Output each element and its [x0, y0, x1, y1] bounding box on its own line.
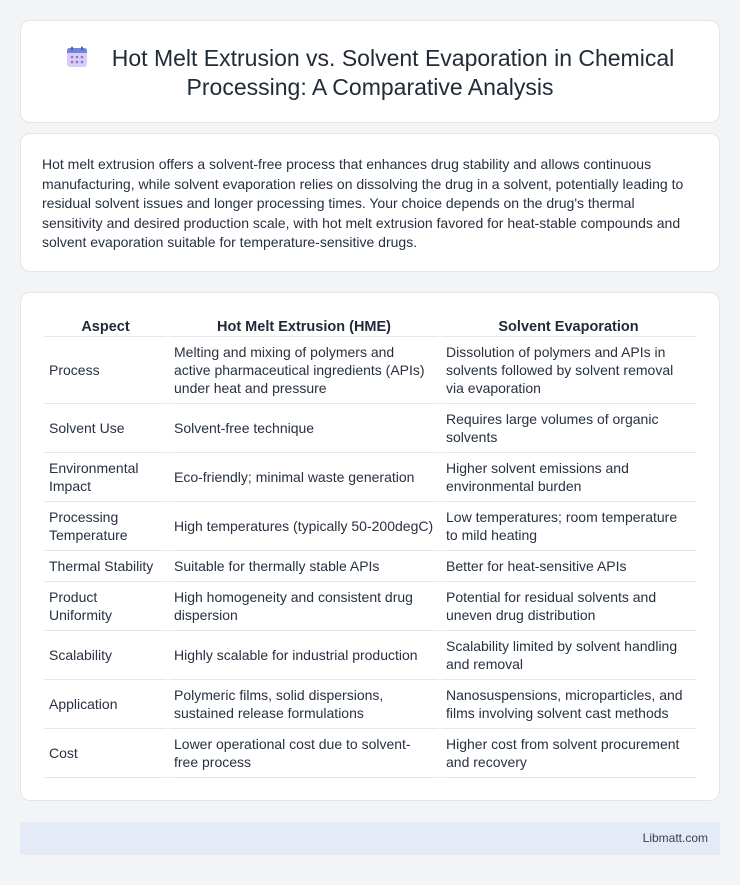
- cell-aspect: Product Uniformity: [44, 582, 167, 631]
- table-row: [44, 729, 696, 778]
- cell-hme: High homogeneity and consistent drug dispersion: [169, 582, 439, 631]
- cell-aspect: Application: [44, 680, 167, 729]
- cell-hme: Suitable for thermally stable APIs: [169, 551, 439, 582]
- cell-hme: Highly scalable for industrial production: [169, 631, 439, 680]
- summary-card: [20, 133, 720, 272]
- page-title: Hot Melt Extrusion vs. Solvent Evaporation in Chemical Processing: A Comparative Analysis: [111, 45, 675, 100]
- cell-aspect: Scalability: [44, 631, 167, 680]
- cell-hme: Melting and mixing of polymers and active pharmaceutical ingredients (APIs) under heat and pressure: [169, 337, 439, 404]
- cell-se: Nanosuspensions, microparticles, and films involving solvent cast methods: [441, 680, 696, 729]
- cell-hme: High temperatures (typically 50-200degC): [169, 502, 439, 551]
- cell-se: Dissolution of polymers and APIs in solvents followed by solvent removal via evaporation: [441, 337, 696, 404]
- cell-hme: Solvent-free technique: [169, 404, 439, 453]
- cell-se: Potential for residual solvents and uneven drug distribution: [441, 582, 696, 631]
- cell-aspect: Solvent Use: [44, 404, 167, 453]
- cell-aspect: Thermal Stability: [44, 551, 167, 582]
- cell-aspect: Environmental Impact: [44, 453, 167, 502]
- title-card: [20, 20, 720, 123]
- comparison-card: [20, 292, 720, 801]
- cell-hme: Polymeric films, solid dispersions, sustained release formulations: [169, 680, 439, 729]
- table-row: [44, 631, 696, 680]
- table-row: [44, 404, 696, 453]
- page-title-wrap: [51, 44, 689, 102]
- cell-se: Requires large volumes of organic solvents: [441, 404, 696, 453]
- table-row: [44, 582, 696, 631]
- table-row: [44, 453, 696, 502]
- cell-hme: Eco-friendly; minimal waste generation: [169, 453, 439, 502]
- table-row: [44, 551, 696, 582]
- cell-aspect: Process: [44, 337, 167, 404]
- table-row: [44, 502, 696, 551]
- comparison-table: [42, 317, 698, 778]
- table-header-row: [44, 317, 696, 337]
- cell-hme: Lower operational cost due to solvent-free process: [169, 729, 439, 778]
- header-hme: Hot Melt Extrusion (HME): [169, 317, 439, 337]
- cell-aspect: Cost: [44, 729, 167, 778]
- header-aspect: Aspect: [44, 317, 167, 337]
- footer-brand-link[interactable]: Libmatt.com: [642, 831, 708, 845]
- calendar-grid-icon: [66, 46, 88, 68]
- table-row: [44, 680, 696, 729]
- footer-bar: [20, 822, 720, 855]
- cell-se: Higher cost from solvent procurement and recovery: [441, 729, 696, 778]
- cell-se: Low temperatures; room temperature to mild heating: [441, 502, 696, 551]
- cell-se: Better for heat-sensitive APIs: [441, 551, 696, 582]
- cell-se: Higher solvent emissions and environmental burden: [441, 453, 696, 502]
- header-solvent-evaporation: Solvent Evaporation: [441, 317, 696, 337]
- cell-se: Scalability limited by solvent handling and removal: [441, 631, 696, 680]
- cell-aspect: Processing Temperature: [44, 502, 167, 551]
- summary-paragraph: Hot melt extrusion offers a solvent-free process that enhances drug stability and allows continuous manufacturing, while solvent evaporation relies on dissolving the drug in a solvent, potentially leading to residual solvent issues and longer processing times. Your choice depends on the drug's thermal sensitivity and desired production scale, with hot melt extrusion favored for heat-stable compounds and solvent evaporation suitable for temperature-sensitive drugs.: [42, 156, 684, 251]
- table-row: [44, 337, 696, 404]
